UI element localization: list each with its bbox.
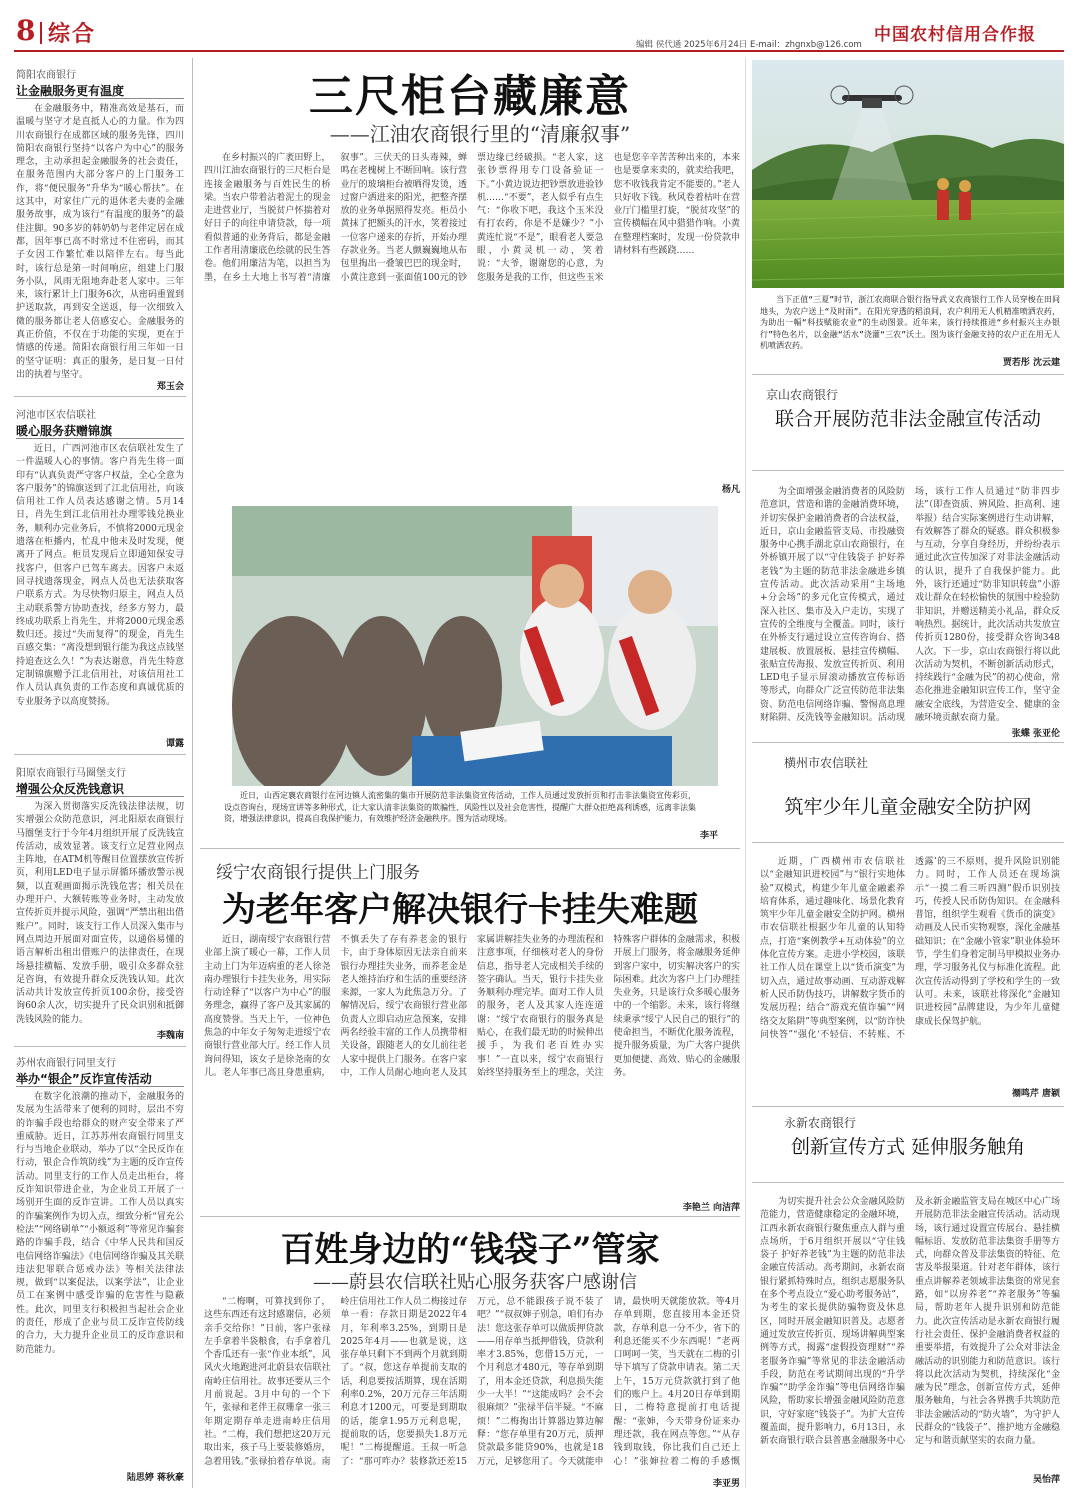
article-source: 苏州农商银行同里支行 (16, 1058, 116, 1069)
byline: 禤鸣芹 唐颖 (1011, 1089, 1060, 1099)
byline: 李平 (699, 831, 718, 841)
box-title: 创新宣传方式 延伸服务触角 (790, 1136, 1026, 1158)
article-body: 近日，广西河池市区农信联社发生了一件温暖人心的事情。客户肖先生将一面印有“认真负责严守客户权益，全心全意为客户服务”的锦旗送到了江北信用社，向该信用社工作人员表达感谢之情。5月14日，肖先生到江北信用社办理零钱兑换业务，顺利办完业务后，不慎将2000元现金遗落在柜播内，忙乱中他未及时发现，便离开了网点。柜员发现后立即通知保安寻找客户，但客户已驾车离去。因客户未返回寻找遗落现金，网点人员也无法获取客户联系方式。为尽快物归原主，网点人员主动联系警方协助查找，经多方努力，最终成功联系上肖先生，并将2000元现金悉数归还。接过“失而复得”的现金，肖先生百感交集：“离没想到银行能为我这点钱坚持追查这么久！”为表达谢意，肖先生特意定制锦旗赠予江北信用社，对该信用社工作人员认真负责的工作态度和真诚优质的专业服务予以高度赞扬。 (16, 444, 184, 707)
byline: 贾若彤 沈云建 (1002, 358, 1060, 368)
rice-field-photo (752, 60, 1064, 288)
box-title: 筑牢少年儿童金融安全防护网 (784, 796, 1032, 818)
article-headline: 举办“银企”反诈宣传活动 (16, 1072, 152, 1086)
article-body: 近日，湖南绥宁农商银行营业部上演了暖心一幕，工作人员主动上门为年迈病重的老人徐尧南办理银行卡挂失业务，用实际行动诠释了“以客户为中心”的服务理念，赢得了客户及其家属的高度赞誉。当天上午，一位神色焦急的中年女子匆匆走进绥宁农商银行营业部大厅。经工作人员询问得知，该女子是徐尧南的女儿。老人年事已高且身患重病，不慎丢失了存有养老金的银行卡，由于身体原因无法亲自前来银行办理挂失业务，而养老金是老人维持治疗和生活的重要经济来源，一家人为此焦急万分。了解情况后，绥宁农商银行营业部负责人立即启动应急预案，安排两名经验丰富的工作人员携带相关设备，跟随老人的女儿前往老人家中提供上门服务。在客户家中，工作人员耐心地向老人及其家属讲解挂失业务的办理流程和注意事项，仔细核对老人的身份信息，指导老人完成相关手续的签字确认。当天，银行卡挂失业务顺利办理完毕。面对工作人员的服务，老人及其家人连连道谢：“绥宁农商银行的服务真是贴心，在我们最无助的时候伸出援手，为我们老百姓办实事！”一直以来，绥宁农商银行始终坚持服务至上的理念，关注特殊客户群体的金融需求，积极开展上门服务，将金融服务延伸到客户家中，切实解决客户的实际困难。此次为客户上门办理挂失业务，只是该行众多暖心服务中的一个缩影。未来，该行将继续秉承“绥宁人民自己的银行”的使命担当，不断优化服务流程，提升服务质量，为广大客户提供更加便捷、高效、贴心的金融服务。 (204, 935, 740, 1078)
byline: 李艳兰 向洁萍 (682, 1203, 740, 1213)
article-body: “二梅啊，可算找到你了，这些东西还有这封感谢信，必须亲手交给你！”日前，客户张禄左手拿着半袋粮食，右手拿着几个香瓜还有一张“作业本纸”，风风火火地跑进河北蔚县农信联社南岭庄信用社。故事还要从三个月前说起。3月中旬的一个下午，张禄和老伴王叔珊拿一张三年期定期存单走进南岭庄信用社。“二梅，我们想把这20万元取出来，孩子马上要装修婚房，急着用钱。”张禄拍着存单说。南岭庄信用社工作人员二梅接过存单一看：存款日期是2022年4月，年利率3.25%，到期日是2025年4月——也就是说，这张存单只剩下不到两个月就到期了。“叔，您这存单提前支取的话，利息要按活期算，现在活期利率0.2%，20万元存三年活期利息才1200元，可要是到期取的话，能拿1.95万元利息呢，提前取的话，您要损失1.8万元呢！”二梅提醒道。王叔一听急了：“那可咋办？装修款还差15万元，总不能跟孩子说不装了吧？”“叔叔婶子别急，咱们有办法！您这张存单可以做质押贷款——用存单当抵押借钱，贷款利率才3.85%，您借15万元，一个月利息才480元，等存单到期了，用本金还贷款，利息损失能少一大半！”“这能成吗？会不会很麻烦？”张禄半信半疑。“不麻烦！”二梅掏出计算器边算边解释：“您存单里有20万元，质押贷款最多能贷90%，也就是18万元，足够您用了。今天就能申请，最快明天就能放款。等4月存单到期，您直接用本金还贷款，存单利息一分不少，省下的利息还能买不少东西呢！”老两口呵呵一笑，当天就在二梅的引导下填写了贷款申请表。第二天上午，15万元贷款就打到了他们的账户上。4月20日存单到期日，二梅特意提前打电话提醒：“张婶，今天带身份证来办理还款，我在网点等您。”“从存钱到取钱，你比我们自己还上心！”张婶拉着二梅的手感慨 (204, 1297, 740, 1467)
box-divider (752, 470, 1064, 471)
byline: 李亚男 (712, 1479, 740, 1489)
main-article-title: 三尺柜台藏廉意 (309, 71, 631, 122)
article-subtitle: ——蔚县农信联社贴心服务获客户感谢信 (313, 1272, 637, 1293)
headline-rule (16, 98, 184, 99)
byline: 陆思婷 蒋秋豪 (126, 1473, 184, 1483)
byline: 郑玉会 (156, 382, 184, 392)
page-number-divider (40, 22, 42, 44)
article-source: 简阳农商银行 (16, 70, 76, 81)
box-divider (752, 842, 1064, 843)
headline-rule (16, 796, 184, 797)
box-body: 为全面增强金融消费者的风险防范意识，营造和谐的金融消费环境，并切实保护金融消费者的合法权益，近日，京山金融监管支局、市投融资服务中心携手湖北京山农商银行，在外桥镇开展了以“守住钱袋子 护好养老钱”为主题的防范非法金融进乡镇宣传活动。此次活动采用“主场地+分会场”的多元化宣传模式，通过深入社区、集市及入户走访，实现了宣传的全维度与全覆盖。同时，该行在外桥支行通过设立宣传咨询台、搭建展板、放置展板、悬挂宣传横幅、张贴宣传海报、发放宣传折页、利用LED电子显示屏滚动播放宣传标语等形式，向群众广泛宣传防范非法集资、防范电信网络诈骗、警惕高息理财陷阱、反洗钱等金融知识。活动现场，该行工作人员通过“防非四步法”（即查资质、辨风险、拒高利、速举报）结合实际案例进行生动讲解，有效解答了群众的疑惑。群众积极参与互动，分享自身经历，并纷纷表示通过此次宣传加深了对非法金融活动的认识，提升了自我保护能力。此外，该行还通过“防非知识转盘”小游戏让群众在轻松愉快的氛围中检验防非知识，并赠送精美小礼品，群众反响热烈。据统计，此次活动共发放宣传折页1280份，接受群众咨询348人次。下一步，京山农商银行将以此次活动为契机，不断创新活动形式，持续践行“金融为民”的初心使命，常态化推进金融知识宣传工作，坚守金融安全底线，为营造安全、健康的金融环境贡献农商力量。 (760, 487, 1060, 724)
article-headline: 增强公众反洗钱意识 (16, 782, 125, 796)
editor-line: 编辑 侯代通 2025年6月24日 E-mail：zhgnxb@126.com (636, 40, 862, 50)
byline: 谭露 (165, 739, 184, 749)
paper-name: 中国农村信用合作报 (874, 25, 1036, 45)
article-divider (14, 1046, 186, 1047)
page-number: 8 (16, 14, 36, 47)
article-source: 阳原农商银行马圈堡支行 (16, 768, 126, 779)
article-divider (200, 848, 740, 849)
box-divider (752, 1182, 1064, 1183)
byline: 吴怡萍 (1032, 1475, 1060, 1485)
article-title: 为老年客户解决银行卡挂失难题 (222, 890, 698, 930)
header-rule (14, 50, 1064, 52)
box-divider (752, 742, 1064, 743)
box-divider (752, 1106, 1064, 1107)
main-article-subtitle: ——江油农商银行里的“清廉叙事” (329, 122, 631, 146)
article-body: 在数字化浪潮的推动下，金融服务的发展为生活带来了便利的同时，层出不穷的诈骗手段也给群众的财产安全带来了严重威胁。近日，江苏苏州农商银行同里支行与当地企业联动，举办了以“全民反诈在行动，银企合作筑防线”为主题的反诈宣传活动。同里支行的工作人员走出柜台，将反诈知识带进企业，为企业员工开展了一场别开生面的反诈宣讲。工作人员以真实的诈骗案例作为切入点，细致分析“冒充公检法”“网络刷单”“小额返利”等常见诈骗套路的诈骗手段，结合《中华人民共和国反电信网络诈骗法》《电信网络诈骗及其关联违法犯罪联合惩戒办法》等相关法律法规，做到“以案促法，以案学法”，让企业员工在案例中感受诈骗的危害性与隐蔽性。此次，同里支行积极担当起社会企业的责任，形成了企业与员工反诈宣传防线的合力，大力提升企业员工的反诈意识和防范能力。 (16, 1092, 184, 1355)
headline-rule (16, 438, 184, 439)
byline: 杨凡 (721, 485, 740, 495)
center-divider (745, 58, 746, 1488)
box-title: 联合开展防范非法金融宣传活动 (774, 408, 1041, 430)
section-title: 综合 (48, 22, 97, 47)
byline: 张蝶 张亚伦 (1011, 729, 1060, 739)
box-body: 为切实提升社会公众金融风险防范能力，营造健康稳定的金融环境，江西永新农商银行聚焦重点人群与重点场所，于6月组织开展以“守住钱袋子 护好养老钱”为主题的防范非法金融宣传活动。高考期间，永新农商银行紧抓特殊时点，组织志愿服务队在多个考点设立“爱心助考服务站”，为考生的家长提供防骗物资及休息区，同时开展金融知识普及。志愿者通过发放宣传折页、现场讲解典型案例等方式，揭露“虚假投资理财”“养老服务诈骗”等常见的非法金融活动手段，防范在考试期间出现的“升学诈骗”“助学金诈骗”等电信网络诈骗风险，帮助家长增强金融风险防范意识，守好家庭“钱袋子”。为扩大宣传覆盖面，提升影响力，6月13日，永新农商银行联合县普惠金融服务中心及永新金融监管支局在城区中心广场开展防范非法金融宣传活动。活动现场，该行通过设置宣传展台、悬挂横幅标语、发放防范非法集资手册等方式，向群众普及非法集资的特征、危害及举报渠道。针对老年群体，该行重点讲解养老领域非法集资的常见套路，如“以房养老”“养老服务”等骗局，帮助老年人提升识别和防范能力。此次宣传活动是永新农商银行履行社会责任、保护金融消费者权益的重要举措，有效提升了公众对非法金融活动的识别能力和防范意识。该行将以此次活动为契机，持续深化“金融为民”理念，创新宣传方式，延伸服务触角，与社会各界携手共筑防范非法金融活动的“防火墙”，为守护人民群众的“钱袋子”、推护地方金融稳定与和谐贡献坚实的农商力量。 (760, 1197, 1060, 1447)
article-divider (14, 396, 186, 397)
box-body: 近期，广西横州市农信联社以“金融知识进校园”与“银行实地体验”双模式，构建少年儿童金融素养培育体系，通过趣味化、场景化教育筑牢少年儿童金融安全防护网。横州市农信联社根据少年儿童的认知特点，打造“案例教学+互动体验”的立体化宣传方案。走进小学校园，该联社工作人员在课堂上以“货币演变”为切入点，通过故事动画、互动游戏解析人民币防伪技巧，讲解数字货币的发展历程；结合“游戏充值诈骗”“网络交友陷阱”等典型案例，以“防诈快问快答”“强化‘不轻信、不转账、不透露’的三不原则，提升风险识别能力。同时，工作人员还在现场演示“一摸二看三听四测”假币识别技巧，传授人民币防伪知识。在金融科普馆，组织学生观看《货币的演变》动画及人民币实物观察，深化金融基础知识；在“金融小管家”职业体验环节，学生们身着定制马甲模拟业务办理，学习服务礼仪与标准化流程。此次宣传活动得到了学校和学生的一致认可。未来，该联社将深化“金融知识进校园”品牌建设，为少年儿童健康成长保驾护航。 (760, 857, 1060, 1040)
article-body: 在金融服务中，精准高效是基石，而温暖与坚守才是直抵人心的力量。作为四川农商银行在成都区域的服务先锋，四川简阳农商银行坚持“以客户为中心”的服务理念，主动承担起金融服务的社会责任，在服务范围内大部分客户的上门服务工作，将“便民服务”升华为“暖心帮扶”。在这其中，对家住广元的退休老夫妻的金融服务故事，成为该行“有温度的服务”的最佳注脚。90多岁的韩奶奶与老伴定居在成都，因年事已高不时常过不住密码，而其子女因工作繁忙难以陪伴左右。每当此时，该行总是第一时间响应，组建上门服务小队，风雨无阻地奔赴老人家中。三年来，该行累计上门服务6次，从密码重置到护送取款，再到安全送返，每一次细致入微的服务都让老人倍感安心。金融服务的真正价值，不仅在于功能的实现，更在于情感的传递。简阳农商银行用三年如一日的坚守证明：真正的服务，是日复一日付出的执着与坚守。 (16, 104, 184, 380)
article-headline: 让金融服务更有温度 (16, 84, 125, 98)
article-headline: 暖心服务获赠锦旗 (16, 424, 113, 438)
photo-caption: 当下正值“三夏”时节，浙江农商联合银行指导武义农商银行工作人员穿梭在田间地头，为农户送上“及时雨”。在阳光穿透的稻浪间，农户利用无人机精准喷洒农药，为助出一幅“科技赋能农业”的生动图景。近年来，该行持续推进“乡村振兴主办银行”特色名片，以金融“活水”浇灌“三农”沃土。图为该行金融支持的农户正在用无人机喷洒农药。 (760, 295, 1060, 350)
article-source: 河池市区农信联社 (16, 410, 96, 421)
article-divider (14, 754, 186, 755)
article-title: 百姓身边的“钱袋子”管家 (280, 1230, 660, 1270)
box-divider (752, 374, 1064, 375)
left-column-divider (192, 58, 193, 1488)
byline: 李魏南 (156, 1031, 184, 1041)
box-source: 横州市农信联社 (784, 756, 869, 770)
article-kicker: 绥宁农商银行提供上门服务 (216, 863, 420, 883)
box-source: 永新农商银行 (784, 1116, 857, 1130)
photo-caption: 近日，山西定襄农商银行在河边镇人流密集的集市开展防范非法集资宣传活动，工作人员通过发放折页和打击非法集资宣传彩页，设点咨询台，现场宣讲等多种形式，让大家认清非法集资的欺骗性、风险性以及社会危害性，提醒广大群众拒绝高利诱惑，远离非法集资，增强法律意识，提高自我保护能力，有效维护经济金融秩序。图为活动现场。 (224, 791, 696, 823)
article-body: 为深入贯彻落实反洗钱法律法规，切实增强公众防范意识，河北阳原农商银行马圈堡支行于今年4月组织开展了反洗钱宣传活动，成效显著。该支行立足营业网点主阵地，在ATM机等醒目位置摆放宣传折页，利用LED电子显示屏循环播放警示视频，以直观画面揭示洗钱危害；相关员在办理开户、大额转账等业务时，主动发放宣传折页并提示风险，强调“严禁出租出借账户”。同时，该支行工作人员深入集市与网点周边开展面对面宣传，以通俗易懂的语言解析出租出借账户的法律责任，在现场悬挂横幅、发放手册，吸引众多群众驻足咨询，有效提升群众反洗钱认知。此次活动共计发放宣传折页100余份，接受咨询60余人次，切实提升了民众识别和抵御洗钱风险的能力。 (16, 802, 184, 1025)
box-source: 京山农商银行 (766, 388, 839, 402)
main-article-body: 在乡村振兴的广袤田野上，四川江油农商银行的三尺柜台是连接金融服务与百姓民生的桥梁。当农户带着沾着泥土的现金走进营业厅，当脱贫户怀揣着对好日子的向往申请贷款，每一项看似普通的业务背后，都是金融工作者用清廉底色绘就的民生答卷。他们用廉洁为笔，以担当为墨，在乡土大地上书写着“清廉叙事”。三伏天的日头毒辣，蝉鸣在老槐树上不断回响。该行营业厅的玻璃柜台被晒得发烫，透过窗户洒进来的阳光，把整齐摆放的业务单据照得发亮。柜员小黄抹了把额头的汗水，笑着接过一位客户递来的存折，开始办理存款业务。当老人颤巍巍地从布包里掏出一叠皱巴巴的现金时，小黄注意到一张面值100元的钞票边缘已经破损。“老人家，这张钞票得用专门设备验证一下。”小黄边说边把钞票放进验钞机……“不要”，老人似乎有点生气：“你收下吧，我这个玉米没有打农药，你是不是嫌少？”小黄连忙说“不是”，眼看老人要急眼，小黄灵机一动，笑着说：“大爷，谢谢您的心意，为您服务是我的工作，但这些玉米也是您辛辛苦苦种出来的，本来也是要拿来卖的，就卖给我吧，您不收钱我肯定不能要的。”老人只好收下钱。秋风卷着枯叶在营业厅门槛里打旋，“脱贫攻坚”的宣传横幅在风中猎猎作响。小黄在整理档案时，发现一份贷款申请材料有些蹊跷…… (204, 153, 740, 283)
article-divider (200, 1216, 740, 1217)
market-event-photo (232, 506, 718, 786)
headline-rule (16, 1086, 184, 1087)
